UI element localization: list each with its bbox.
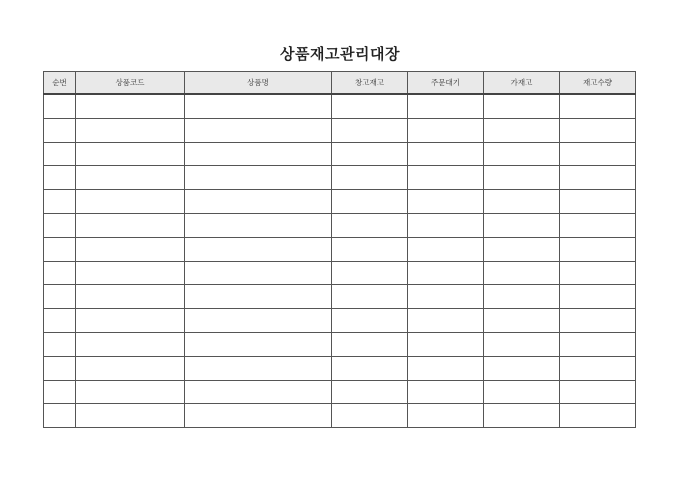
table-cell[interactable] xyxy=(76,309,185,333)
table-cell[interactable] xyxy=(185,190,332,214)
table-cell[interactable] xyxy=(408,190,484,214)
table-row xyxy=(44,261,636,285)
table-cell[interactable] xyxy=(185,118,332,142)
table-cell[interactable] xyxy=(408,285,484,309)
table-cell[interactable] xyxy=(76,404,185,428)
table-cell[interactable] xyxy=(76,118,185,142)
table-cell[interactable] xyxy=(44,356,76,380)
table-cell[interactable] xyxy=(484,404,560,428)
table-cell[interactable] xyxy=(408,261,484,285)
table-cell[interactable] xyxy=(484,118,560,142)
table-cell[interactable] xyxy=(76,261,185,285)
table-header-row xyxy=(44,72,636,95)
table-cell[interactable] xyxy=(408,309,484,333)
table-cell[interactable] xyxy=(408,404,484,428)
table-cell[interactable] xyxy=(484,332,560,356)
table-row xyxy=(44,237,636,261)
table-cell[interactable] xyxy=(44,380,76,404)
table-row xyxy=(44,309,636,333)
table-cell[interactable] xyxy=(76,285,185,309)
table-cell[interactable] xyxy=(332,213,408,237)
table-cell[interactable] xyxy=(484,213,560,237)
table-cell[interactable] xyxy=(185,261,332,285)
column-header-index: 순번 xyxy=(44,72,76,95)
table-cell[interactable] xyxy=(484,166,560,190)
table-cell[interactable] xyxy=(408,166,484,190)
table-cell[interactable] xyxy=(332,94,408,118)
table-row xyxy=(44,404,636,428)
table-cell[interactable] xyxy=(332,237,408,261)
table-cell[interactable] xyxy=(560,380,636,404)
table-cell[interactable] xyxy=(560,309,636,333)
table-cell[interactable] xyxy=(185,404,332,428)
table-cell[interactable] xyxy=(408,356,484,380)
table-cell[interactable] xyxy=(44,213,76,237)
table-cell[interactable] xyxy=(185,142,332,166)
table-cell[interactable] xyxy=(560,404,636,428)
table-cell[interactable] xyxy=(76,94,185,118)
column-header-pending-orders: 주문대기 xyxy=(408,72,484,95)
table-cell[interactable] xyxy=(44,237,76,261)
table-cell[interactable] xyxy=(185,380,332,404)
table-cell[interactable] xyxy=(560,285,636,309)
table-cell[interactable] xyxy=(560,118,636,142)
inventory-table xyxy=(43,71,636,428)
table-cell[interactable] xyxy=(185,94,332,118)
table-cell[interactable] xyxy=(44,118,76,142)
table-cell[interactable] xyxy=(44,332,76,356)
table-cell[interactable] xyxy=(332,380,408,404)
table-row xyxy=(44,142,636,166)
table-cell[interactable] xyxy=(560,142,636,166)
table-body xyxy=(44,94,636,428)
table-cell[interactable] xyxy=(408,118,484,142)
table-cell[interactable] xyxy=(76,332,185,356)
table-cell[interactable] xyxy=(332,190,408,214)
table-cell[interactable] xyxy=(44,166,76,190)
table-cell[interactable] xyxy=(560,261,636,285)
table-cell[interactable] xyxy=(332,332,408,356)
table-row xyxy=(44,285,636,309)
table-cell[interactable] xyxy=(185,166,332,190)
table-cell[interactable] xyxy=(560,94,636,118)
table-cell[interactable] xyxy=(185,356,332,380)
table-cell[interactable] xyxy=(484,237,560,261)
column-header-warehouse-stock: 창고재고 xyxy=(332,72,408,95)
table-cell[interactable] xyxy=(560,166,636,190)
column-header-product-code: 상품코드 xyxy=(76,72,185,95)
table-cell[interactable] xyxy=(76,190,185,214)
column-header-provisional-stock: 가재고 xyxy=(484,72,560,95)
table-cell[interactable] xyxy=(185,332,332,356)
table-cell[interactable] xyxy=(484,309,560,333)
table-cell[interactable] xyxy=(185,285,332,309)
table-row xyxy=(44,332,636,356)
table-cell[interactable] xyxy=(408,332,484,356)
table-cell[interactable] xyxy=(44,142,76,166)
table-cell[interactable] xyxy=(44,309,76,333)
table-row xyxy=(44,213,636,237)
table-cell[interactable] xyxy=(185,309,332,333)
table-cell[interactable] xyxy=(332,356,408,380)
table-row xyxy=(44,118,636,142)
table-cell[interactable] xyxy=(484,356,560,380)
table-cell[interactable] xyxy=(76,356,185,380)
table-cell[interactable] xyxy=(332,118,408,142)
table-cell[interactable] xyxy=(76,142,185,166)
table-cell[interactable] xyxy=(332,404,408,428)
table-cell[interactable] xyxy=(44,190,76,214)
table-cell[interactable] xyxy=(332,309,408,333)
table-cell[interactable] xyxy=(484,380,560,404)
table-cell[interactable] xyxy=(408,94,484,118)
page-title: 상품재고관리대장 xyxy=(280,45,400,63)
table-cell[interactable] xyxy=(484,261,560,285)
table-cell[interactable] xyxy=(332,285,408,309)
column-header-stock-quantity: 재고수량 xyxy=(560,72,636,95)
table-cell[interactable] xyxy=(408,380,484,404)
table-cell[interactable] xyxy=(332,142,408,166)
table-cell[interactable] xyxy=(484,142,560,166)
table-row xyxy=(44,356,636,380)
table-cell[interactable] xyxy=(76,166,185,190)
table-row xyxy=(44,380,636,404)
table-cell[interactable] xyxy=(44,261,76,285)
table-cell[interactable] xyxy=(560,190,636,214)
table-cell[interactable] xyxy=(560,237,636,261)
table-cell[interactable] xyxy=(76,380,185,404)
table-cell[interactable] xyxy=(44,285,76,309)
table-cell[interactable] xyxy=(44,404,76,428)
table-cell[interactable] xyxy=(408,213,484,237)
table-cell[interactable] xyxy=(332,261,408,285)
table-cell[interactable] xyxy=(332,166,408,190)
column-header-product-name: 상품명 xyxy=(185,72,332,95)
table-cell[interactable] xyxy=(484,285,560,309)
table-cell[interactable] xyxy=(44,94,76,118)
table-cell[interactable] xyxy=(408,237,484,261)
table-row xyxy=(44,190,636,214)
table-row xyxy=(44,166,636,190)
table-cell[interactable] xyxy=(185,213,332,237)
table-cell[interactable] xyxy=(560,356,636,380)
table-cell[interactable] xyxy=(484,190,560,214)
table-cell[interactable] xyxy=(408,142,484,166)
table-cell[interactable] xyxy=(76,213,185,237)
table-cell[interactable] xyxy=(185,237,332,261)
table-cell[interactable] xyxy=(560,332,636,356)
table-cell[interactable] xyxy=(484,94,560,118)
table-row xyxy=(44,94,636,118)
table-cell[interactable] xyxy=(76,237,185,261)
table-cell[interactable] xyxy=(560,213,636,237)
